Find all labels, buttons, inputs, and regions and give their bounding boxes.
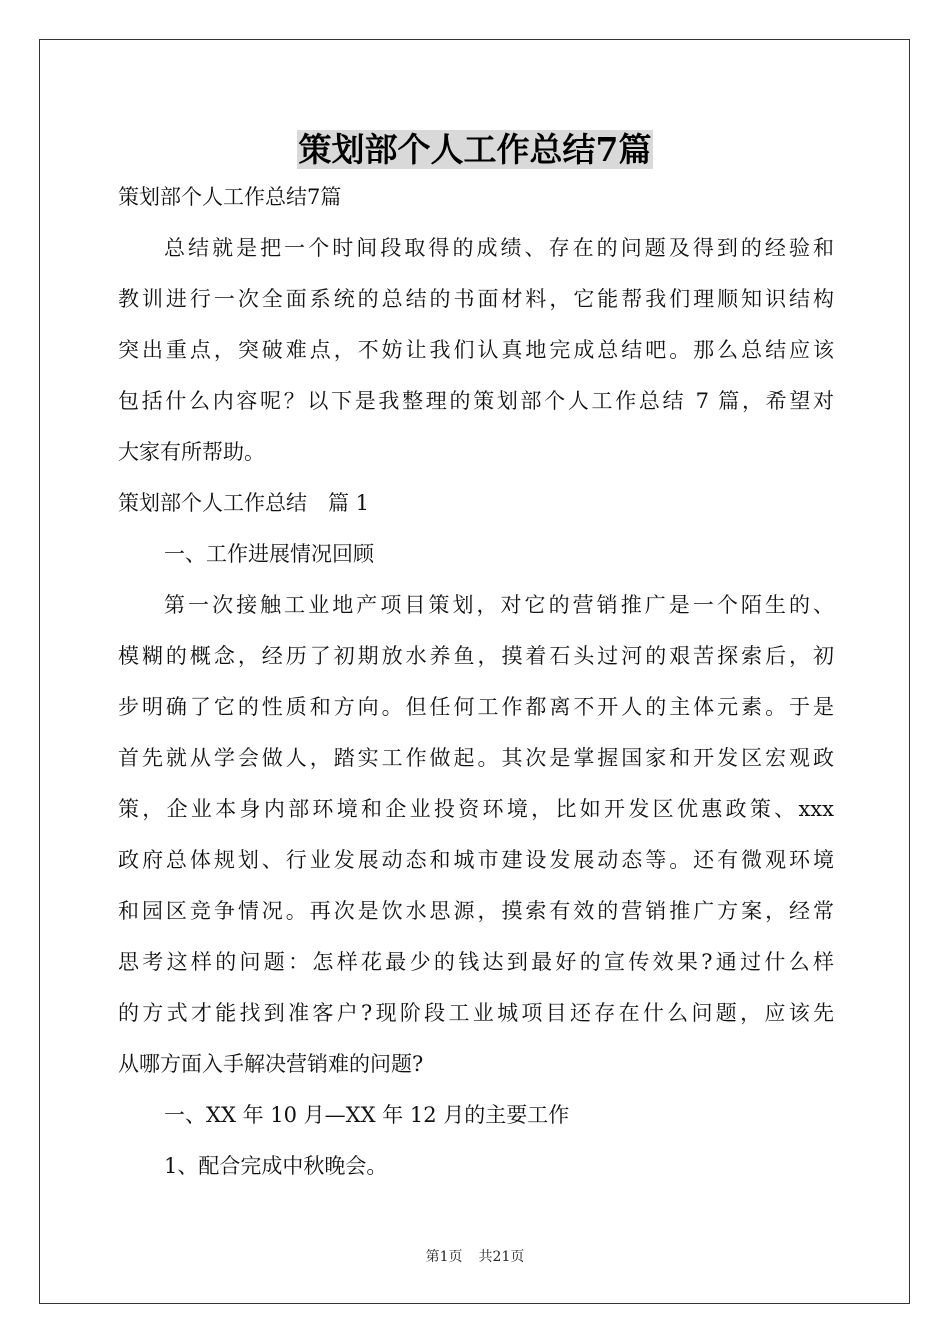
paragraph-line: 和园区竞争情况。再次是饮水思源，摸索有效的营销推广方案，经常 [118,899,834,923]
page-number: 第1页 [425,1249,463,1265]
section-paragraph [118,580,834,1090]
document-subtitle: 策划部个人工作总结7篇 [118,185,342,209]
intro-line: 总结就是把一个时间段取得的成绩、存在的问题及得到的经验和 [164,236,834,260]
page-footer [0,1246,950,1266]
paragraph-line: 第一次接触工业地产项目策划，对它的营销推广是一个陌生的、 [164,593,834,617]
intro-line: 大家有所帮助。 [118,440,265,464]
section-heading: 策划部个人工作总结 篇 1 [118,491,370,515]
paragraph-line: 步明确了它的性质和方向。但任何工作都离不开人的主体元素。于是 [118,695,834,719]
period-heading: 一、XX 年 10 月—XX 年 12 月的主要工作 [164,1103,570,1127]
paragraph-line: 思考这样的问题：怎样花最少的钱达到最好的宣传效果?通过什么样 [118,950,834,974]
intro-paragraph [118,223,834,478]
section-subheading: 一、工作进展情况回顾 [164,542,374,566]
document-title-text: 策划部个人工作总结7篇 [298,130,652,169]
paragraph-line: 的方式才能找到准客户?现阶段工业城项目还存在什么问题，应该先 [118,1001,834,1025]
document-body [118,172,834,1192]
intro-line: 包括什么内容呢？以下是我整理的策划部个人工作总结 7 篇，希望对 [118,389,834,413]
paragraph-line: 政府总体规划、行业发展动态和城市建设发展动态等。还有微观环境 [118,848,834,872]
paragraph-line: 首先就从学会做人，踏实工作做起。其次是掌握国家和开发区宏观政 [118,746,834,770]
document-title [0,124,950,176]
paragraph-line: 模糊的概念，经历了初期放水养鱼，摸着石头过河的艰苦探索后，初 [118,644,834,668]
page-total: 共21页 [478,1249,525,1265]
paragraph-line: 从哪方面入手解决营销难的问题? [118,1052,424,1076]
paragraph-line: 策，企业本身内部环境和企业投资环境，比如开发区优惠政策、xxx [118,797,834,821]
intro-line: 教训进行一次全面系统的总结的书面材料，它能帮我们理顺知识结构 [118,287,834,311]
list-item: 1、配合完成中秋晚会。 [164,1154,388,1178]
intro-line: 突出重点，突破难点，不妨让我们认真地完成总结吧。那么总结应该 [118,338,834,362]
